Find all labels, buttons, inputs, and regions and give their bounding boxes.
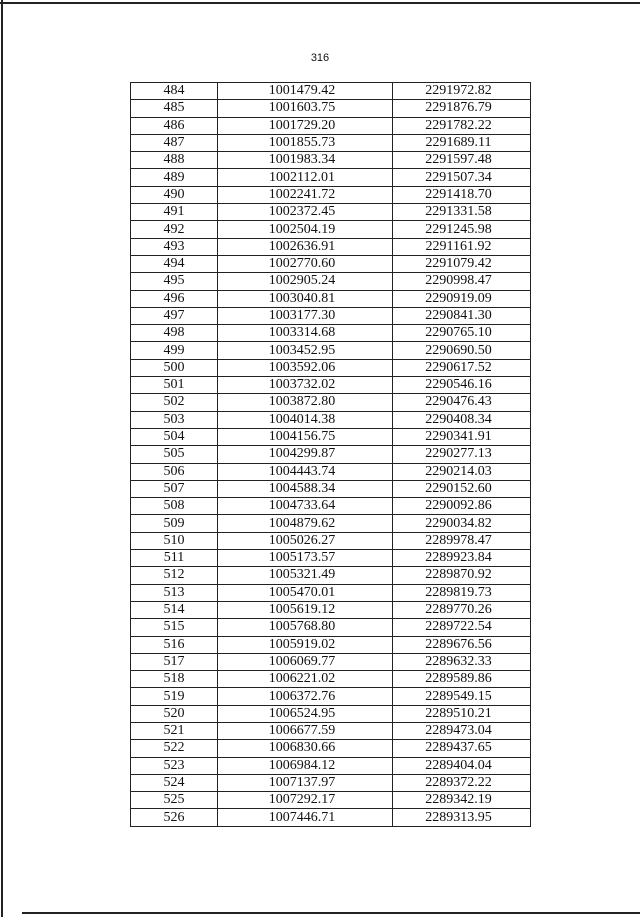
point-id-cell: 493 [131, 238, 218, 255]
point-id-cell: 491 [131, 204, 218, 221]
y-coordinate-cell: 2289870.92 [393, 567, 531, 584]
y-coordinate-cell: 2290277.13 [393, 446, 531, 463]
x-coordinate-cell: 1006069.77 [218, 653, 393, 670]
table-row [131, 792, 531, 809]
point-id-cell: 492 [131, 221, 218, 238]
table-row [131, 342, 531, 359]
y-coordinate-cell: 2289589.86 [393, 671, 531, 688]
point-id-cell: 518 [131, 671, 218, 688]
y-coordinate-cell: 2290092.86 [393, 498, 531, 515]
table-row [131, 774, 531, 791]
y-coordinate-cell: 2289676.56 [393, 636, 531, 653]
point-id-cell: 494 [131, 255, 218, 272]
table-row [131, 515, 531, 532]
table-row [131, 325, 531, 342]
x-coordinate-cell: 1001855.73 [218, 134, 393, 151]
point-id-cell: 500 [131, 359, 218, 376]
point-id-cell: 487 [131, 134, 218, 151]
point-id-cell: 486 [131, 117, 218, 134]
x-coordinate-cell: 1004879.62 [218, 515, 393, 532]
point-id-cell: 526 [131, 809, 218, 826]
x-coordinate-cell: 1005321.49 [218, 567, 393, 584]
y-coordinate-cell: 2291689.11 [393, 134, 531, 151]
y-coordinate-cell: 2289342.19 [393, 792, 531, 809]
page-edge-top [0, 2, 640, 4]
point-id-cell: 497 [131, 307, 218, 324]
y-coordinate-cell: 2290617.52 [393, 359, 531, 376]
point-id-cell: 520 [131, 705, 218, 722]
table-row [131, 722, 531, 739]
table-row [131, 204, 531, 221]
x-coordinate-cell: 1006984.12 [218, 757, 393, 774]
x-coordinate-cell: 1001983.34 [218, 152, 393, 169]
table-row [131, 134, 531, 151]
x-coordinate-cell: 1005470.01 [218, 584, 393, 601]
table-row [131, 601, 531, 618]
point-id-cell: 484 [131, 83, 218, 100]
point-id-cell: 521 [131, 722, 218, 739]
table-row [131, 636, 531, 653]
y-coordinate-cell: 2291245.98 [393, 221, 531, 238]
point-id-cell: 503 [131, 411, 218, 428]
x-coordinate-cell: 1007292.17 [218, 792, 393, 809]
point-id-cell: 522 [131, 740, 218, 757]
x-coordinate-cell: 1002241.72 [218, 186, 393, 203]
point-id-cell: 488 [131, 152, 218, 169]
table-row [131, 653, 531, 670]
y-coordinate-cell: 2290841.30 [393, 307, 531, 324]
y-coordinate-cell: 2289473.04 [393, 722, 531, 739]
table-row [131, 100, 531, 117]
x-coordinate-cell: 1007446.71 [218, 809, 393, 826]
point-id-cell: 505 [131, 446, 218, 463]
y-coordinate-cell: 2290690.50 [393, 342, 531, 359]
x-coordinate-cell: 1003040.81 [218, 290, 393, 307]
y-coordinate-cell: 2289372.22 [393, 774, 531, 791]
point-id-cell: 510 [131, 532, 218, 549]
x-coordinate-cell: 1003872.80 [218, 394, 393, 411]
y-coordinate-cell: 2290408.34 [393, 411, 531, 428]
table-row [131, 411, 531, 428]
y-coordinate-cell: 2290998.47 [393, 273, 531, 290]
x-coordinate-cell: 1002504.19 [218, 221, 393, 238]
y-coordinate-cell: 2290476.43 [393, 394, 531, 411]
point-id-cell: 501 [131, 377, 218, 394]
point-id-cell: 504 [131, 428, 218, 445]
y-coordinate-cell: 2289313.95 [393, 809, 531, 826]
x-coordinate-cell: 1002372.45 [218, 204, 393, 221]
table-row [131, 688, 531, 705]
point-id-cell: 509 [131, 515, 218, 532]
x-coordinate-cell: 1003732.02 [218, 377, 393, 394]
y-coordinate-cell: 2289632.33 [393, 653, 531, 670]
point-id-cell: 524 [131, 774, 218, 791]
y-coordinate-cell: 2289722.54 [393, 619, 531, 636]
y-coordinate-cell: 2291079.42 [393, 255, 531, 272]
table-row [131, 307, 531, 324]
point-id-cell: 519 [131, 688, 218, 705]
y-coordinate-cell: 2290034.82 [393, 515, 531, 532]
table-row [131, 238, 531, 255]
y-coordinate-cell: 2289549.15 [393, 688, 531, 705]
table-row [131, 117, 531, 134]
x-coordinate-cell: 1005619.12 [218, 601, 393, 618]
table-row [131, 446, 531, 463]
point-id-cell: 502 [131, 394, 218, 411]
x-coordinate-cell: 1004733.64 [218, 498, 393, 515]
table-row [131, 757, 531, 774]
table-row [131, 480, 531, 497]
page-number: 316 [310, 52, 330, 64]
y-coordinate-cell: 2289437.65 [393, 740, 531, 757]
table-row [131, 463, 531, 480]
page-edge-bottom [22, 912, 640, 914]
y-coordinate-cell: 2291507.34 [393, 169, 531, 186]
table-row [131, 567, 531, 584]
y-coordinate-cell: 2289770.26 [393, 601, 531, 618]
point-id-cell: 499 [131, 342, 218, 359]
table-row [131, 255, 531, 272]
y-coordinate-cell: 2290765.10 [393, 325, 531, 342]
x-coordinate-cell: 1005919.02 [218, 636, 393, 653]
x-coordinate-cell: 1007137.97 [218, 774, 393, 791]
x-coordinate-cell: 1006677.59 [218, 722, 393, 739]
y-coordinate-cell: 2289819.73 [393, 584, 531, 601]
y-coordinate-cell: 2289923.84 [393, 550, 531, 567]
y-coordinate-cell: 2291876.79 [393, 100, 531, 117]
table-row [131, 273, 531, 290]
x-coordinate-cell: 1001729.20 [218, 117, 393, 134]
y-coordinate-cell: 2291161.92 [393, 238, 531, 255]
x-coordinate-cell: 1003314.68 [218, 325, 393, 342]
point-id-cell: 514 [131, 601, 218, 618]
y-coordinate-cell: 2290919.09 [393, 290, 531, 307]
y-coordinate-cell: 2291418.70 [393, 186, 531, 203]
y-coordinate-cell: 2290152.60 [393, 480, 531, 497]
coordinate-table [130, 82, 531, 827]
point-id-cell: 517 [131, 653, 218, 670]
y-coordinate-cell: 2290341.91 [393, 428, 531, 445]
table-row [131, 740, 531, 757]
x-coordinate-cell: 1003177.30 [218, 307, 393, 324]
y-coordinate-cell: 2290214.03 [393, 463, 531, 480]
point-id-cell: 489 [131, 169, 218, 186]
x-coordinate-cell: 1004443.74 [218, 463, 393, 480]
coordinate-table-body [131, 83, 531, 827]
point-id-cell: 525 [131, 792, 218, 809]
y-coordinate-cell: 2290546.16 [393, 377, 531, 394]
point-id-cell: 485 [131, 100, 218, 117]
point-id-cell: 511 [131, 550, 218, 567]
table-row [131, 290, 531, 307]
table-row [131, 359, 531, 376]
x-coordinate-cell: 1004588.34 [218, 480, 393, 497]
table-row [131, 498, 531, 515]
table-row [131, 705, 531, 722]
table-row [131, 394, 531, 411]
table-row [131, 619, 531, 636]
x-coordinate-cell: 1002770.60 [218, 255, 393, 272]
point-id-cell: 512 [131, 567, 218, 584]
point-id-cell: 523 [131, 757, 218, 774]
y-coordinate-cell: 2291331.58 [393, 204, 531, 221]
x-coordinate-cell: 1005173.57 [218, 550, 393, 567]
y-coordinate-cell: 2289404.04 [393, 757, 531, 774]
x-coordinate-cell: 1003592.06 [218, 359, 393, 376]
table-row [131, 152, 531, 169]
point-id-cell: 495 [131, 273, 218, 290]
x-coordinate-cell: 1006524.95 [218, 705, 393, 722]
x-coordinate-cell: 1005768.80 [218, 619, 393, 636]
point-id-cell: 490 [131, 186, 218, 203]
page-edge-left [1, 0, 3, 917]
x-coordinate-cell: 1001603.75 [218, 100, 393, 117]
table-row [131, 221, 531, 238]
x-coordinate-cell: 1001479.42 [218, 83, 393, 100]
table-row [131, 186, 531, 203]
y-coordinate-cell: 2289978.47 [393, 532, 531, 549]
x-coordinate-cell: 1002905.24 [218, 273, 393, 290]
point-id-cell: 506 [131, 463, 218, 480]
y-coordinate-cell: 2291597.48 [393, 152, 531, 169]
table-row [131, 809, 531, 826]
table-row [131, 169, 531, 186]
table-row [131, 428, 531, 445]
x-coordinate-cell: 1003452.95 [218, 342, 393, 359]
x-coordinate-cell: 1006830.66 [218, 740, 393, 757]
point-id-cell: 496 [131, 290, 218, 307]
x-coordinate-cell: 1002636.91 [218, 238, 393, 255]
table-row [131, 83, 531, 100]
x-coordinate-cell: 1006372.76 [218, 688, 393, 705]
x-coordinate-cell: 1004156.75 [218, 428, 393, 445]
x-coordinate-cell: 1004299.87 [218, 446, 393, 463]
y-coordinate-cell: 2289510.21 [393, 705, 531, 722]
table-row [131, 550, 531, 567]
y-coordinate-cell: 2291782.22 [393, 117, 531, 134]
x-coordinate-cell: 1002112.01 [218, 169, 393, 186]
point-id-cell: 515 [131, 619, 218, 636]
point-id-cell: 513 [131, 584, 218, 601]
x-coordinate-cell: 1004014.38 [218, 411, 393, 428]
x-coordinate-cell: 1006221.02 [218, 671, 393, 688]
point-id-cell: 507 [131, 480, 218, 497]
point-id-cell: 516 [131, 636, 218, 653]
point-id-cell: 508 [131, 498, 218, 515]
y-coordinate-cell: 2291972.82 [393, 83, 531, 100]
table-row [131, 671, 531, 688]
table-row [131, 584, 531, 601]
x-coordinate-cell: 1005026.27 [218, 532, 393, 549]
table-row [131, 532, 531, 549]
table-row [131, 377, 531, 394]
point-id-cell: 498 [131, 325, 218, 342]
